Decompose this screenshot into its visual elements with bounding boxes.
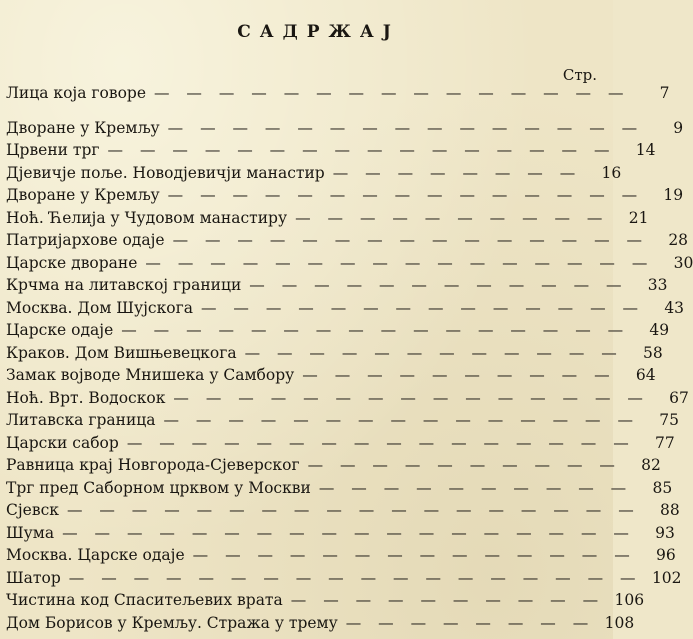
toc-leader: — — — — — — — — — — xyxy=(307,456,621,474)
toc-entry-title: Шума xyxy=(6,523,55,542)
toc-entry xyxy=(6,366,656,389)
toc-entry-title: Дворане у Кремљу xyxy=(6,118,160,137)
toc-entry-page: 77 xyxy=(655,433,675,452)
toc-entry-page: 108 xyxy=(604,613,635,632)
toc-entry-page: 9 xyxy=(673,118,684,137)
toc-entry-page: 93 xyxy=(655,523,675,542)
toc-entry-title: Црвени трг xyxy=(6,141,100,159)
toc-entry xyxy=(6,141,656,164)
toc-leader: — — — — — — — — — — — — — — — — — — xyxy=(68,568,642,587)
toc-leader: — — — — — — — — — — xyxy=(318,478,633,497)
toc-entry xyxy=(6,568,682,592)
toc-entry-page: 82 xyxy=(641,456,661,474)
toc-leader: — — — — — — — — — — — — — — — — xyxy=(107,141,616,159)
toc-entry xyxy=(6,613,635,637)
toc-entry xyxy=(6,253,693,277)
toc-leader: — — — — — — — — — — — — — — — — xyxy=(126,433,635,452)
toc-leader: — — — — — — — — — — — — — — — — — — xyxy=(66,501,640,519)
toc-entry-page: 85 xyxy=(652,478,673,497)
toc-entry-page: 49 xyxy=(649,321,670,339)
toc-entry xyxy=(6,231,689,254)
toc-entry-page: 64 xyxy=(635,366,656,384)
toc-leader: — — — — — — — — — — — — — — — xyxy=(167,118,644,137)
toc-entry-title: Царски сабор xyxy=(6,433,119,452)
page-title: САДРЖАЈ xyxy=(237,22,400,42)
toc-entry-title: Сјевск xyxy=(6,501,59,519)
toc-entry xyxy=(6,118,684,142)
toc-entry-page: 16 xyxy=(601,163,622,182)
toc-entry-title: Москва. Дом Шујскога xyxy=(6,298,193,317)
toc-entry-title: Дјевичје поље. Новодјевичји манастир xyxy=(6,163,325,182)
toc-entry xyxy=(6,456,661,479)
toc-entry-page: 75 xyxy=(659,411,679,429)
page-column-label: Стр. xyxy=(562,66,597,84)
toc-entry-page: 102 xyxy=(651,568,682,587)
toc-entry xyxy=(6,343,663,367)
toc-leader: — — — — — — — — — — — — — — — xyxy=(154,84,630,102)
toc-leader: — — — — — — — — — — xyxy=(295,208,609,227)
toc-leader: — — — — — — — — — — — — — — xyxy=(200,298,645,317)
toc-entry-title: Крчма на литавској граници xyxy=(6,276,242,294)
toc-leader: — — — — — — — — — — xyxy=(302,366,616,384)
toc-entry xyxy=(6,298,685,322)
toc-leader: — — — — — — — — — — — — — — — xyxy=(172,231,649,249)
toc-entry xyxy=(6,276,668,299)
toc-entry-title: Равница крај Новгорода-Сјеверског xyxy=(6,456,300,474)
toc-entry-page: 67 xyxy=(669,388,689,407)
toc-leader: — — — — — — — — — — — — xyxy=(244,343,623,362)
toc-entry-title: Чистина код Спаситељевих врата xyxy=(6,591,283,609)
section-gap xyxy=(6,107,600,119)
toc-entry xyxy=(6,163,622,187)
toc-entry-page: 106 xyxy=(614,591,645,609)
toc-entry-page: 33 xyxy=(647,276,668,294)
toc-entry-title: Царске дворане xyxy=(6,253,138,272)
toc-entry xyxy=(6,501,680,524)
toc-entry-title: Литавска граница xyxy=(6,411,156,429)
toc-entry-title: Ноћ. Ћелија у Чудовом манастиру xyxy=(6,208,288,227)
toc-entry xyxy=(6,591,645,614)
toc-entry-title: Ноћ. Врт. Водоскок xyxy=(6,388,166,407)
toc-entry-page: 88 xyxy=(659,501,680,519)
toc-leader: — — — — — — — — — — — — — — — — xyxy=(121,321,630,339)
toc-entry xyxy=(6,411,679,434)
toc-entry-title: Дворане у Кремљу xyxy=(6,186,160,204)
toc-entry-title: Москва. Царске одаје xyxy=(6,546,185,564)
toc-leader: — — — — — — — — xyxy=(345,613,595,632)
toc-entry-page: 58 xyxy=(643,343,663,362)
toc-entry-page: 30 xyxy=(673,253,693,272)
toc-entry-page: 28 xyxy=(668,231,689,249)
toc-entry xyxy=(6,208,649,232)
table-of-contents xyxy=(6,84,693,636)
toc-entry-page: 19 xyxy=(663,186,684,204)
toc-leader: — — — — — — — — — — — — — — — xyxy=(167,186,644,204)
toc-entry-title: Дом Борисов у Кремљу. Стража у трему xyxy=(6,613,338,632)
toc-entry xyxy=(6,478,673,502)
toc-entry-title: Лица која говоре xyxy=(6,84,146,102)
toc-leader: — — — — — — — — — — — — xyxy=(249,276,628,294)
toc-entry xyxy=(6,186,684,209)
toc-entry-page: 96 xyxy=(655,546,676,564)
toc-entry-title: Замак војводе Мнишека у Самбору xyxy=(6,366,295,384)
toc-entry xyxy=(6,388,689,412)
toc-entry-title: Трг пред Саборном црквом у Москви xyxy=(6,478,311,497)
toc-entry xyxy=(6,321,670,344)
toc-entry xyxy=(6,433,675,457)
toc-leader: — — — — — — — — — — — — — — — — — — xyxy=(62,523,635,542)
toc-entry-title: Царске одаје xyxy=(6,321,114,339)
toc-entry xyxy=(6,546,676,569)
toc-leader: — — — — — — — — — — — — — — — — xyxy=(145,253,654,272)
toc-leader: — — — — — — — — — — — — — — xyxy=(192,546,636,564)
toc-leader: — — — — — — — — — — — — — — — xyxy=(163,411,639,429)
toc-entry-page: 7 xyxy=(659,84,670,102)
toc-entry-page: 21 xyxy=(628,208,649,227)
toc-leader: — — — — — — — — — — — — — — — xyxy=(173,388,649,407)
toc-entry-title: Патријархове одаје xyxy=(6,231,165,249)
toc-entry-title: Краков. Дом Вишњевецкога xyxy=(6,343,237,362)
toc-leader: — — — — — — — — xyxy=(332,163,582,182)
toc-entry-page: 14 xyxy=(635,141,656,159)
toc-entry-title: Шатор xyxy=(6,568,61,587)
toc-entry xyxy=(6,84,670,107)
toc-leader: — — — — — — — — — — xyxy=(290,591,605,609)
toc-entry xyxy=(6,523,675,547)
toc-entry-page: 43 xyxy=(664,298,685,317)
